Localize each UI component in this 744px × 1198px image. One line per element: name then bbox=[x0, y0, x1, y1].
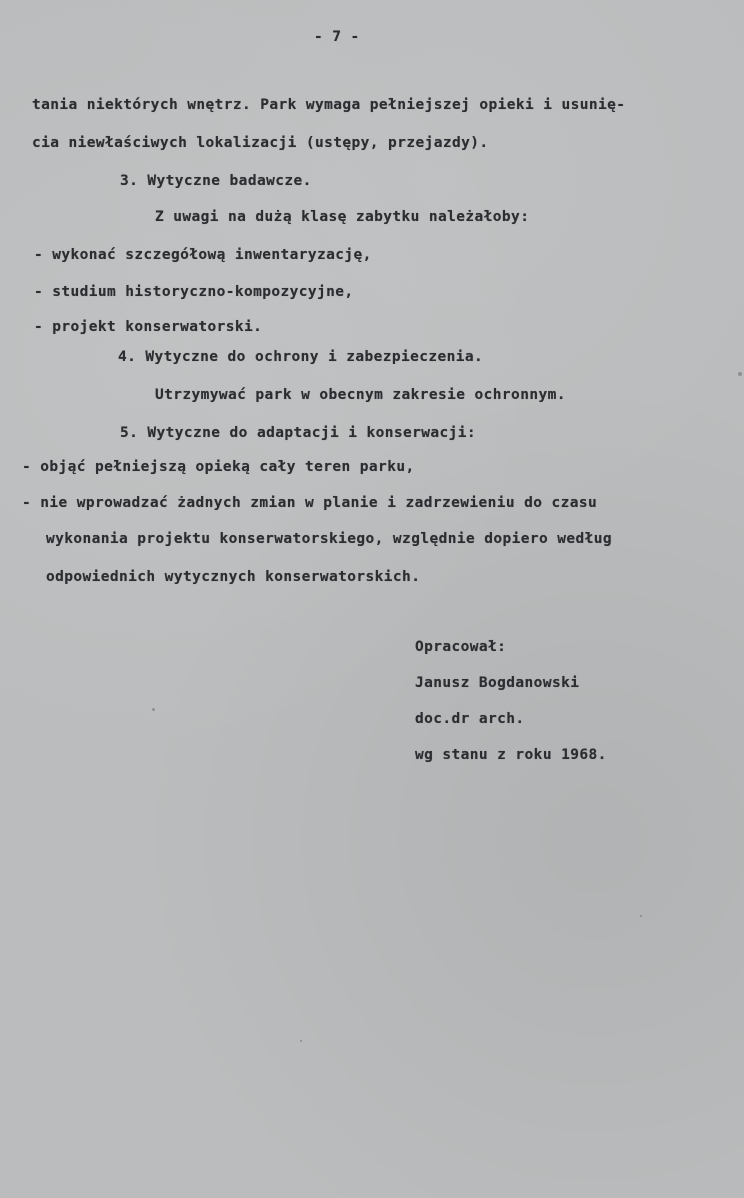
text-line: Z uwagi na dużą klasę zabytku należałoby: bbox=[155, 209, 530, 225]
signature-date: wg stanu z roku 1968. bbox=[415, 747, 607, 763]
text-line: Utrzymywać park w obecnym zakresie ochronnym. bbox=[155, 387, 566, 403]
section-heading: 3. Wytyczne badawcze. bbox=[120, 173, 312, 189]
paper-speck bbox=[300, 1040, 302, 1042]
list-item: - studium historyczno-kompozycyjne, bbox=[34, 284, 354, 300]
list-item: - nie wprowadzać żadnych zmian w planie i zadrzewieniu do czasu bbox=[22, 495, 598, 511]
section-heading: 5. Wytyczne do adaptacji i konserwacji: bbox=[120, 425, 477, 441]
list-item: - wykonać szczegółową inwentaryzację, bbox=[34, 247, 372, 263]
text-line: cia niewłaściwych lokalizacji (ustępy, przejazdy). bbox=[32, 135, 489, 151]
signature-label: Opracował: bbox=[415, 639, 507, 655]
signature-name: Janusz Bogdanowski bbox=[415, 675, 580, 691]
signature-title: doc.dr arch. bbox=[415, 711, 525, 727]
page-number: - 7 - bbox=[314, 29, 360, 45]
list-item: - projekt konserwatorski. bbox=[34, 319, 263, 335]
paper-speck bbox=[738, 372, 742, 376]
paper-speck bbox=[640, 915, 642, 917]
paper-speck bbox=[152, 708, 155, 711]
text-line: tania niektórych wnętrz. Park wymaga pełniejszej opieki i usunię- bbox=[32, 97, 626, 113]
list-item: - objąć pełniejszą opieką cały teren parku, bbox=[22, 459, 415, 475]
text-line: wykonania projektu konserwatorskiego, względnie dopiero według bbox=[46, 531, 613, 547]
text-line: odpowiednich wytycznych konserwatorskich. bbox=[46, 569, 421, 585]
section-heading: 4. Wytyczne do ochrony i zabezpieczenia. bbox=[118, 349, 484, 365]
